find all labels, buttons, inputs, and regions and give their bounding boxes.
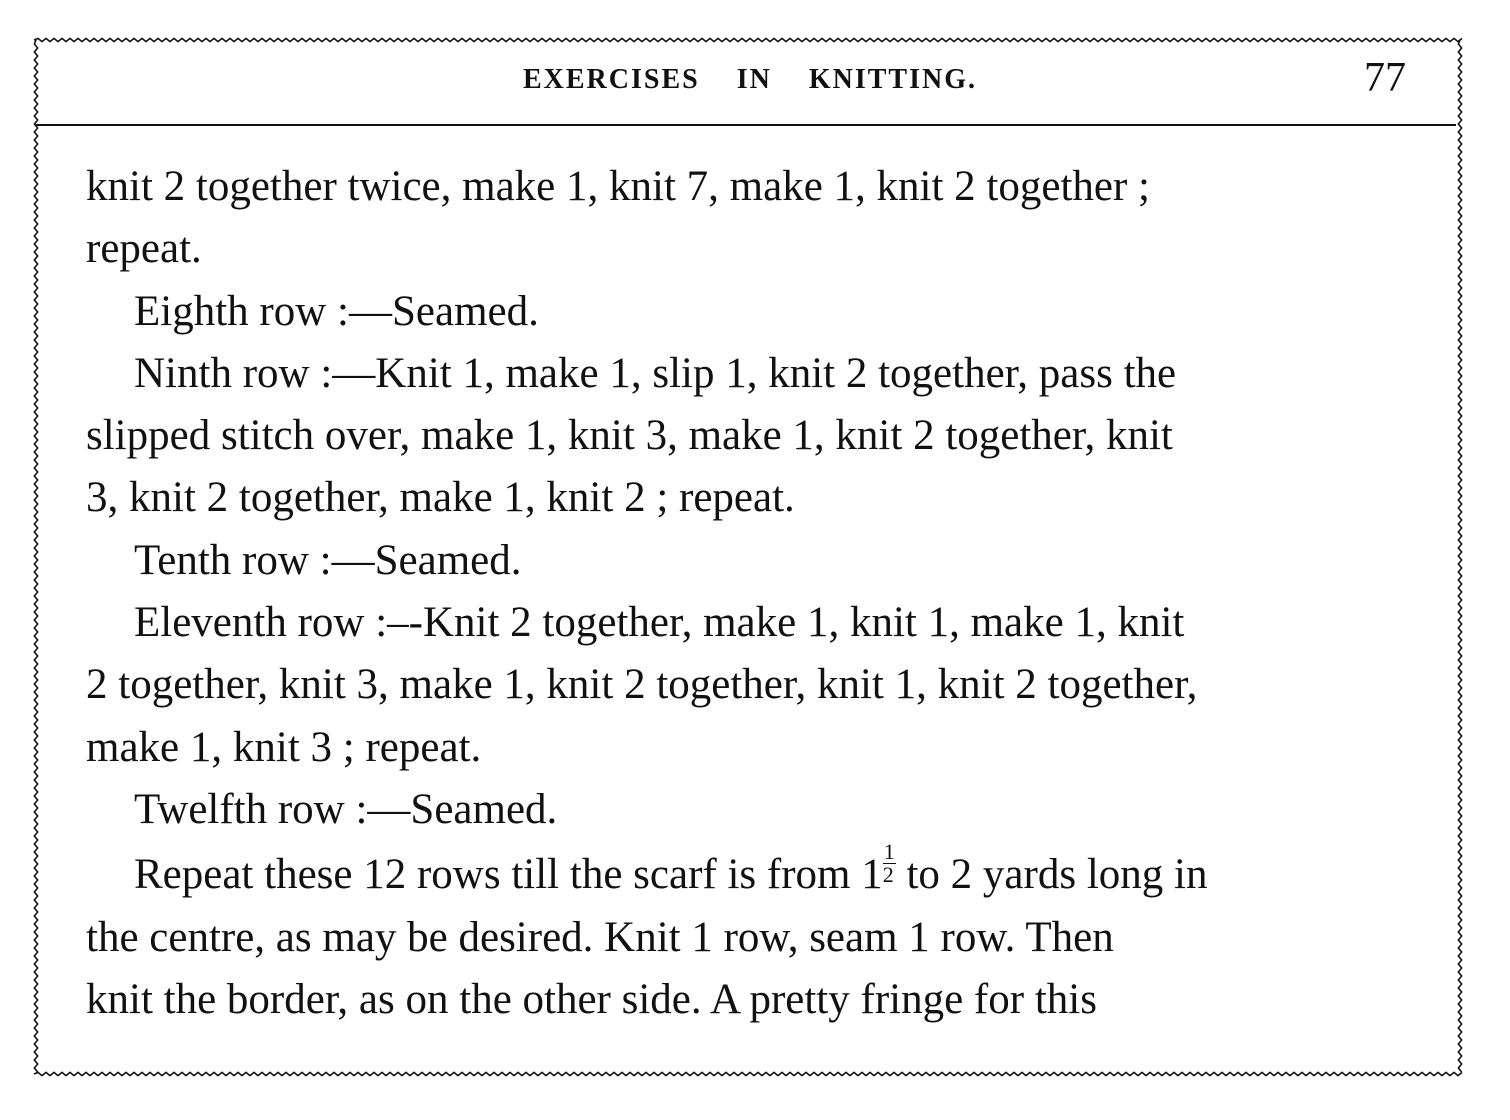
- text-line: knit the border, as on the other side. A pretty fringe for this: [86, 975, 1097, 1023]
- text-line: Twelfth row :—Seamed.: [134, 785, 558, 833]
- running-head-word: IN: [736, 64, 772, 95]
- header-rule: [36, 124, 1456, 126]
- text-line: Eighth row :—Seamed.: [134, 287, 539, 335]
- fraction-one-half: [883, 841, 896, 886]
- left-wavy-border: [34, 40, 37, 1072]
- text-line: slipped stitch over, make 1, knit 3, make 1, knit 2 together, knit: [86, 412, 1173, 460]
- text-line: the centre, as may be desired. Knit 1 row, seam 1 row. Then: [86, 913, 1114, 961]
- text-line: 3, knit 2 together, make 1, knit 2 ; repeat.: [86, 474, 795, 522]
- text-line: make 1, knit 3 ; repeat.: [86, 723, 482, 771]
- running-head-word: EXERCISES: [522, 64, 700, 95]
- text-line: 2 together, knit 3, make 1, knit 2 together, knit 1, knit 2 together,: [86, 661, 1198, 709]
- page-number: 77: [1364, 55, 1406, 101]
- text-line: Eleventh row :–-Knit 2 together, make 1, knit 1, make 1, knit: [134, 599, 1185, 647]
- page-header: [80, 52, 1420, 112]
- text-line: repeat.: [86, 225, 202, 273]
- running-head-word: KNITTING.: [808, 64, 977, 95]
- body-text: [86, 156, 1410, 1031]
- text-line: Ninth row :—Knit 1, make 1, slip 1, knit 2 together, pass the: [134, 349, 1177, 397]
- text-line: Tenth row :—Seamed.: [134, 536, 522, 584]
- bottom-wavy-border: [34, 1072, 1462, 1075]
- text-fragment: Repeat these 12 rows till the scarf is from 1: [134, 851, 883, 899]
- fraction-denominator: 2: [882, 862, 894, 888]
- text-line: knit 2 together twice, make 1, knit 7, make 1, knit 2 together ;: [86, 163, 1150, 210]
- running-head: [80, 64, 1420, 96]
- text-fragment: to 2 yards long in: [895, 851, 1208, 899]
- top-wavy-border: [34, 38, 1462, 41]
- right-wavy-border: [1458, 40, 1461, 1072]
- text-line: [86, 841, 1410, 906]
- fraction-numerator: 1: [883, 839, 895, 865]
